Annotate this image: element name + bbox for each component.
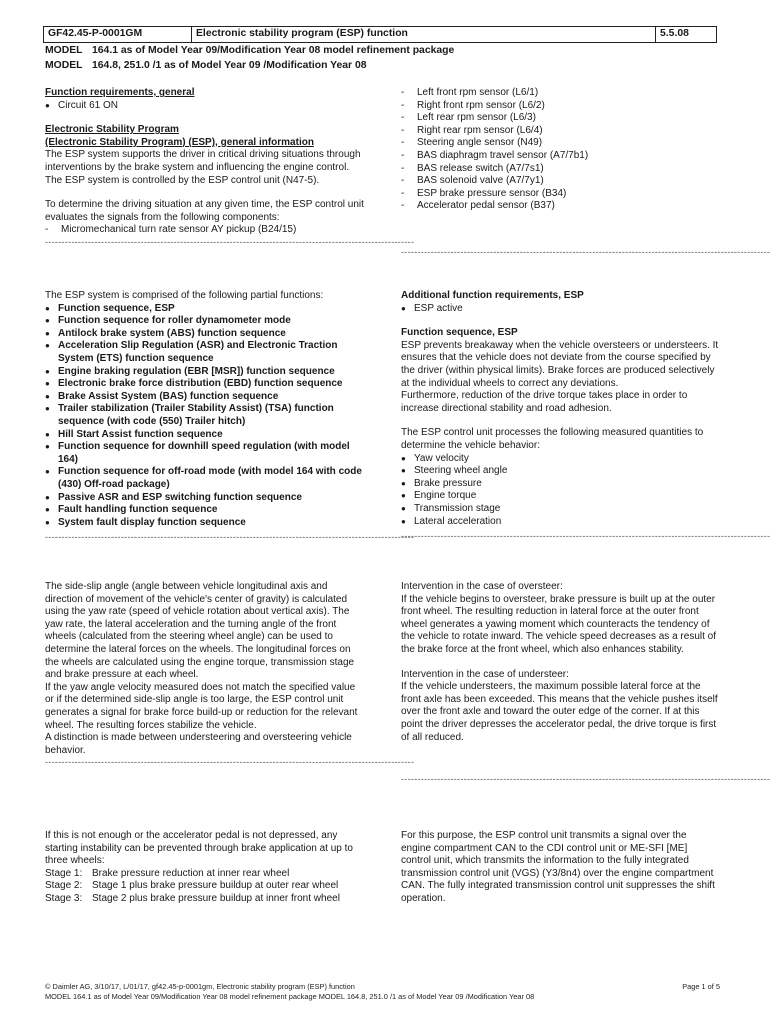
additional-requirements-heading: Additional function requirements, ESP: [401, 290, 584, 301]
measured-quantities-intro: The ESP control unit processes the following measured quantities to determine the vehicle behavior:: [401, 427, 704, 451]
components-list-left: [45, 224, 365, 237]
function-sequence-heading: Function sequence, ESP: [401, 327, 518, 339]
oversteer-paragraph: If the vehicle begins to oversteer, brake pressure is built up at the outer front wheel. The resulting reduction in lateral force at the outer front wheel generates a yawing moment which counteracts the tendency of the vehicle to rotate inward. The vehicle speed decreases as a result of the brake force at the front wheel, which also enhances stability.: [401, 593, 716, 655]
list-item: ● Trailer stabilization (Trailer Stability Assist) (TSA) function sequence (with code (550) Trailer hitch): [45, 403, 365, 428]
components-intro-paragraph: To determine the driving situation at any given time, the ESP control unit evaluates the signals from the following components:: [45, 199, 364, 223]
list-item: ● Brake pressure: [401, 478, 719, 491]
section-separator: ----------------------------------------------------------------------------------------------------------------: [401, 774, 770, 785]
stage-label: Stage 3:: [45, 892, 83, 904]
list-item: - Micromechanical turn rate sensor AY pickup (B24/15): [45, 224, 365, 237]
partial-functions-intro: The ESP system is comprised of the following partial functions:: [45, 290, 324, 301]
list-item: ● Function sequence for downhill speed regulation (with model 164): [45, 441, 365, 466]
list-item: ● Fault handling function sequence: [45, 504, 365, 517]
model-label: MODEL: [45, 60, 83, 71]
list-item: - Left rear rpm sensor (L6/3): [401, 112, 719, 125]
components-list-right: [401, 87, 719, 213]
list-item: ● Brake Assist System (BAS) function sequence: [45, 391, 365, 404]
model-text: 164.1 as of Model Year 09/Modification Year 08 model refinement package: [92, 45, 455, 56]
document-header-table: [43, 26, 717, 43]
partial-functions-list: [45, 303, 365, 530]
side-slip-paragraph-3: A distinction is made between understeering and oversteering vehicle behavior.: [45, 732, 352, 756]
side-slip-paragraph-1: The side-slip angle (angle between vehicle longitudinal axis and direction of movement of the vehicle's center of gravity) is calculated using the yaw rate (speed of vehicle rotation about vertical axis). The yaw rate, the lateral acceleration and the turning angle of the front wheels (calculated from the steering wheel angle) can be used to determine the lateral forces on the wheels. The longitudinal forces on the wheels are calculated using the engine torque, transmission stage and brake pressure at each wheel.: [45, 581, 355, 681]
esp-intro-paragraph: The ESP system supports the driver in critical driving situations through interventions by the brake system and influencing the engine control. The ESP system is controlled by the ESP control unit (N47-5).: [45, 149, 361, 186]
list-item: - BAS diaphragm travel sensor (A7/7b1): [401, 150, 719, 163]
list-item: ● Antilock brake system (ABS) function sequence: [45, 328, 365, 341]
stage-row: [45, 893, 365, 906]
page-footer: [45, 982, 720, 1002]
document-date: 5.5.08: [656, 27, 717, 43]
list-item: ● ESP active: [401, 303, 719, 316]
measured-quantities-list: [401, 453, 719, 529]
list-item: ● Lateral acceleration: [401, 516, 719, 529]
list-item: - BAS solenoid valve (A7/7y1): [401, 175, 719, 188]
list-item: - ESP brake pressure sensor (B34): [401, 188, 719, 201]
function-sequence-paragraph-1: ESP prevents breakaway when the vehicle oversteers or understeers. It ensures that the vehicle does not deviate from the course specified by the driver (within physical limits). Brake forces are produced selectively at the individual wheels to correct any deviations.: [401, 339, 719, 389]
list-item: - Steering angle sensor (N49): [401, 137, 719, 150]
document-id: GF42.45-P-0001GM: [44, 27, 192, 43]
model-line-2: [45, 60, 367, 73]
list-item: - BAS release switch (A7/7s1): [401, 163, 719, 176]
stage-text: Brake pressure reduction at inner rear wheel: [92, 867, 290, 879]
stage-row: [45, 880, 365, 893]
list-item: ● System fault display function sequence: [45, 517, 365, 530]
list-item: ● Function sequence for off-road mode (with model 164 with code (430) Off-road package): [45, 466, 365, 491]
function-sequence-paragraph-2: Furthermore, reduction of the drive torque takes place in order to increase directional stability and road adhesion.: [401, 390, 688, 414]
stage-label: Stage 1:: [45, 867, 83, 879]
section-separator: ----------------------------------------------------------------------------------------------------------------: [45, 236, 415, 247]
understeer-heading: Intervention in the case of understeer:: [401, 668, 569, 680]
can-paragraph: For this purpose, the ESP control unit transmits a signal over the engine compartment CAN to the CDI control unit or ME-SFI [ME] control unit, which transmits the information to the fully integrated transmission control unit (VGS) (Y3/8n4) over the engine compartment CAN. The fully integrated transmission control unit suppresses the shift operation.: [401, 830, 715, 904]
model-text: 164.8, 251.0 /1 as of Model Year 09 /Modification Year 08: [92, 60, 367, 71]
oversteer-heading: Intervention in the case of oversteer:: [401, 581, 563, 592]
footer-copyright: © Daimler AG, 3/10/17, L/01/17, gf42.45-p-0001gm, Electronic stability program (ESP) function: [45, 982, 355, 991]
side-slip-paragraph-2: If the yaw angle velocity measured does not match the specified value or if the determined side-slip angle is too large, the ESP control unit generates a signal for brake force build-up or reduction for the relevant wheel. The resulting forces stabilize the vehicle.: [45, 681, 358, 731]
additional-requirements-list: [401, 303, 719, 316]
list-item: ● Transmission stage: [401, 503, 719, 516]
esp-heading: Electronic Stability Program: [45, 124, 179, 136]
model-label: MODEL: [45, 45, 83, 56]
components-section: [401, 87, 770, 257]
model-line-1: [45, 45, 454, 58]
document-title: Electronic stability program (ESP) function: [192, 27, 656, 43]
page-number: Page 1 of 5: [682, 982, 720, 991]
footer-model-line: MODEL 164.1 as of Model Year 09/Modification Year 08 model refinement package MODEL 164.8, 251.0 /1 as of Model Year 09 /Modification Year 08: [45, 992, 535, 1001]
stage-label: Stage 2:: [45, 880, 83, 892]
list-item: ● Passive ASR and ESP switching function sequence: [45, 492, 365, 505]
list-item: ● Function sequence, ESP: [45, 303, 365, 316]
section-separator: ----------------------------------------------------------------------------------------------------------------: [401, 531, 770, 542]
list-item: ● Electronic brake force distribution (EBD) function sequence: [45, 378, 365, 391]
section-separator: ----------------------------------------------------------------------------------------------------------------: [45, 757, 415, 768]
brake-stages-intro: If this is not enough or the accelerator pedal is not depressed, any starting instability can be prevented through brake application at up to three wheels:: [45, 830, 353, 867]
side-slip-section: [45, 581, 415, 768]
stage-row: [45, 868, 365, 881]
function-sequence-section: [401, 290, 770, 542]
can-transmission-section: [401, 830, 719, 906]
general-info-section: [45, 87, 415, 247]
esp-info-heading: (Electronic Stability Program) (ESP), general information: [45, 136, 314, 148]
stage-text: Stage 1 plus brake pressure buildup at outer rear wheel: [92, 880, 339, 892]
list-item: ● Engine torque: [401, 490, 719, 503]
brake-stages-section: [45, 830, 365, 906]
section-separator: ----------------------------------------------------------------------------------------------------------------: [401, 246, 770, 257]
section-separator: ----------------------------------------------------------------------------------------------------------------: [45, 532, 415, 543]
list-item: ● Acceleration Slip Regulation (ASR) and Electronic Traction System (ETS) function sequence: [45, 340, 365, 365]
understeer-paragraph: If the vehicle understeers, the maximum possible lateral force at the front axle has been exceeded. This means that the vehicle pushes itself over the front axle and toward the outer edge of the corner. If at this point the driver depresses the accelerator pedal, the drive torque is first of all reduced.: [401, 681, 718, 743]
list-item: - Right front rpm sensor (L6/2): [401, 100, 719, 113]
intervention-section: [401, 581, 770, 785]
list-item: ● Yaw velocity: [401, 453, 719, 466]
list-item: - Right rear rpm sensor (L6/4): [401, 125, 719, 138]
list-item: - Left front rpm sensor (L6/1): [401, 87, 719, 100]
partial-functions-section: [45, 290, 415, 543]
list-item: ● Engine braking regulation (EBR [MSR]) function sequence: [45, 366, 365, 379]
list-item: ● Steering wheel angle: [401, 465, 719, 478]
list-item: ● Circuit 61 ON: [45, 100, 365, 113]
list-item: ● Function sequence for roller dynamometer mode: [45, 315, 365, 328]
list-item: ● Hill Start Assist function sequence: [45, 429, 365, 442]
list-item: - Accelerator pedal sensor (B37): [401, 200, 719, 213]
stage-text: Stage 2 plus brake pressure buildup at inner front wheel: [92, 892, 340, 904]
requirements-list: [45, 100, 365, 113]
function-requirements-heading: Function requirements, general: [45, 87, 195, 98]
